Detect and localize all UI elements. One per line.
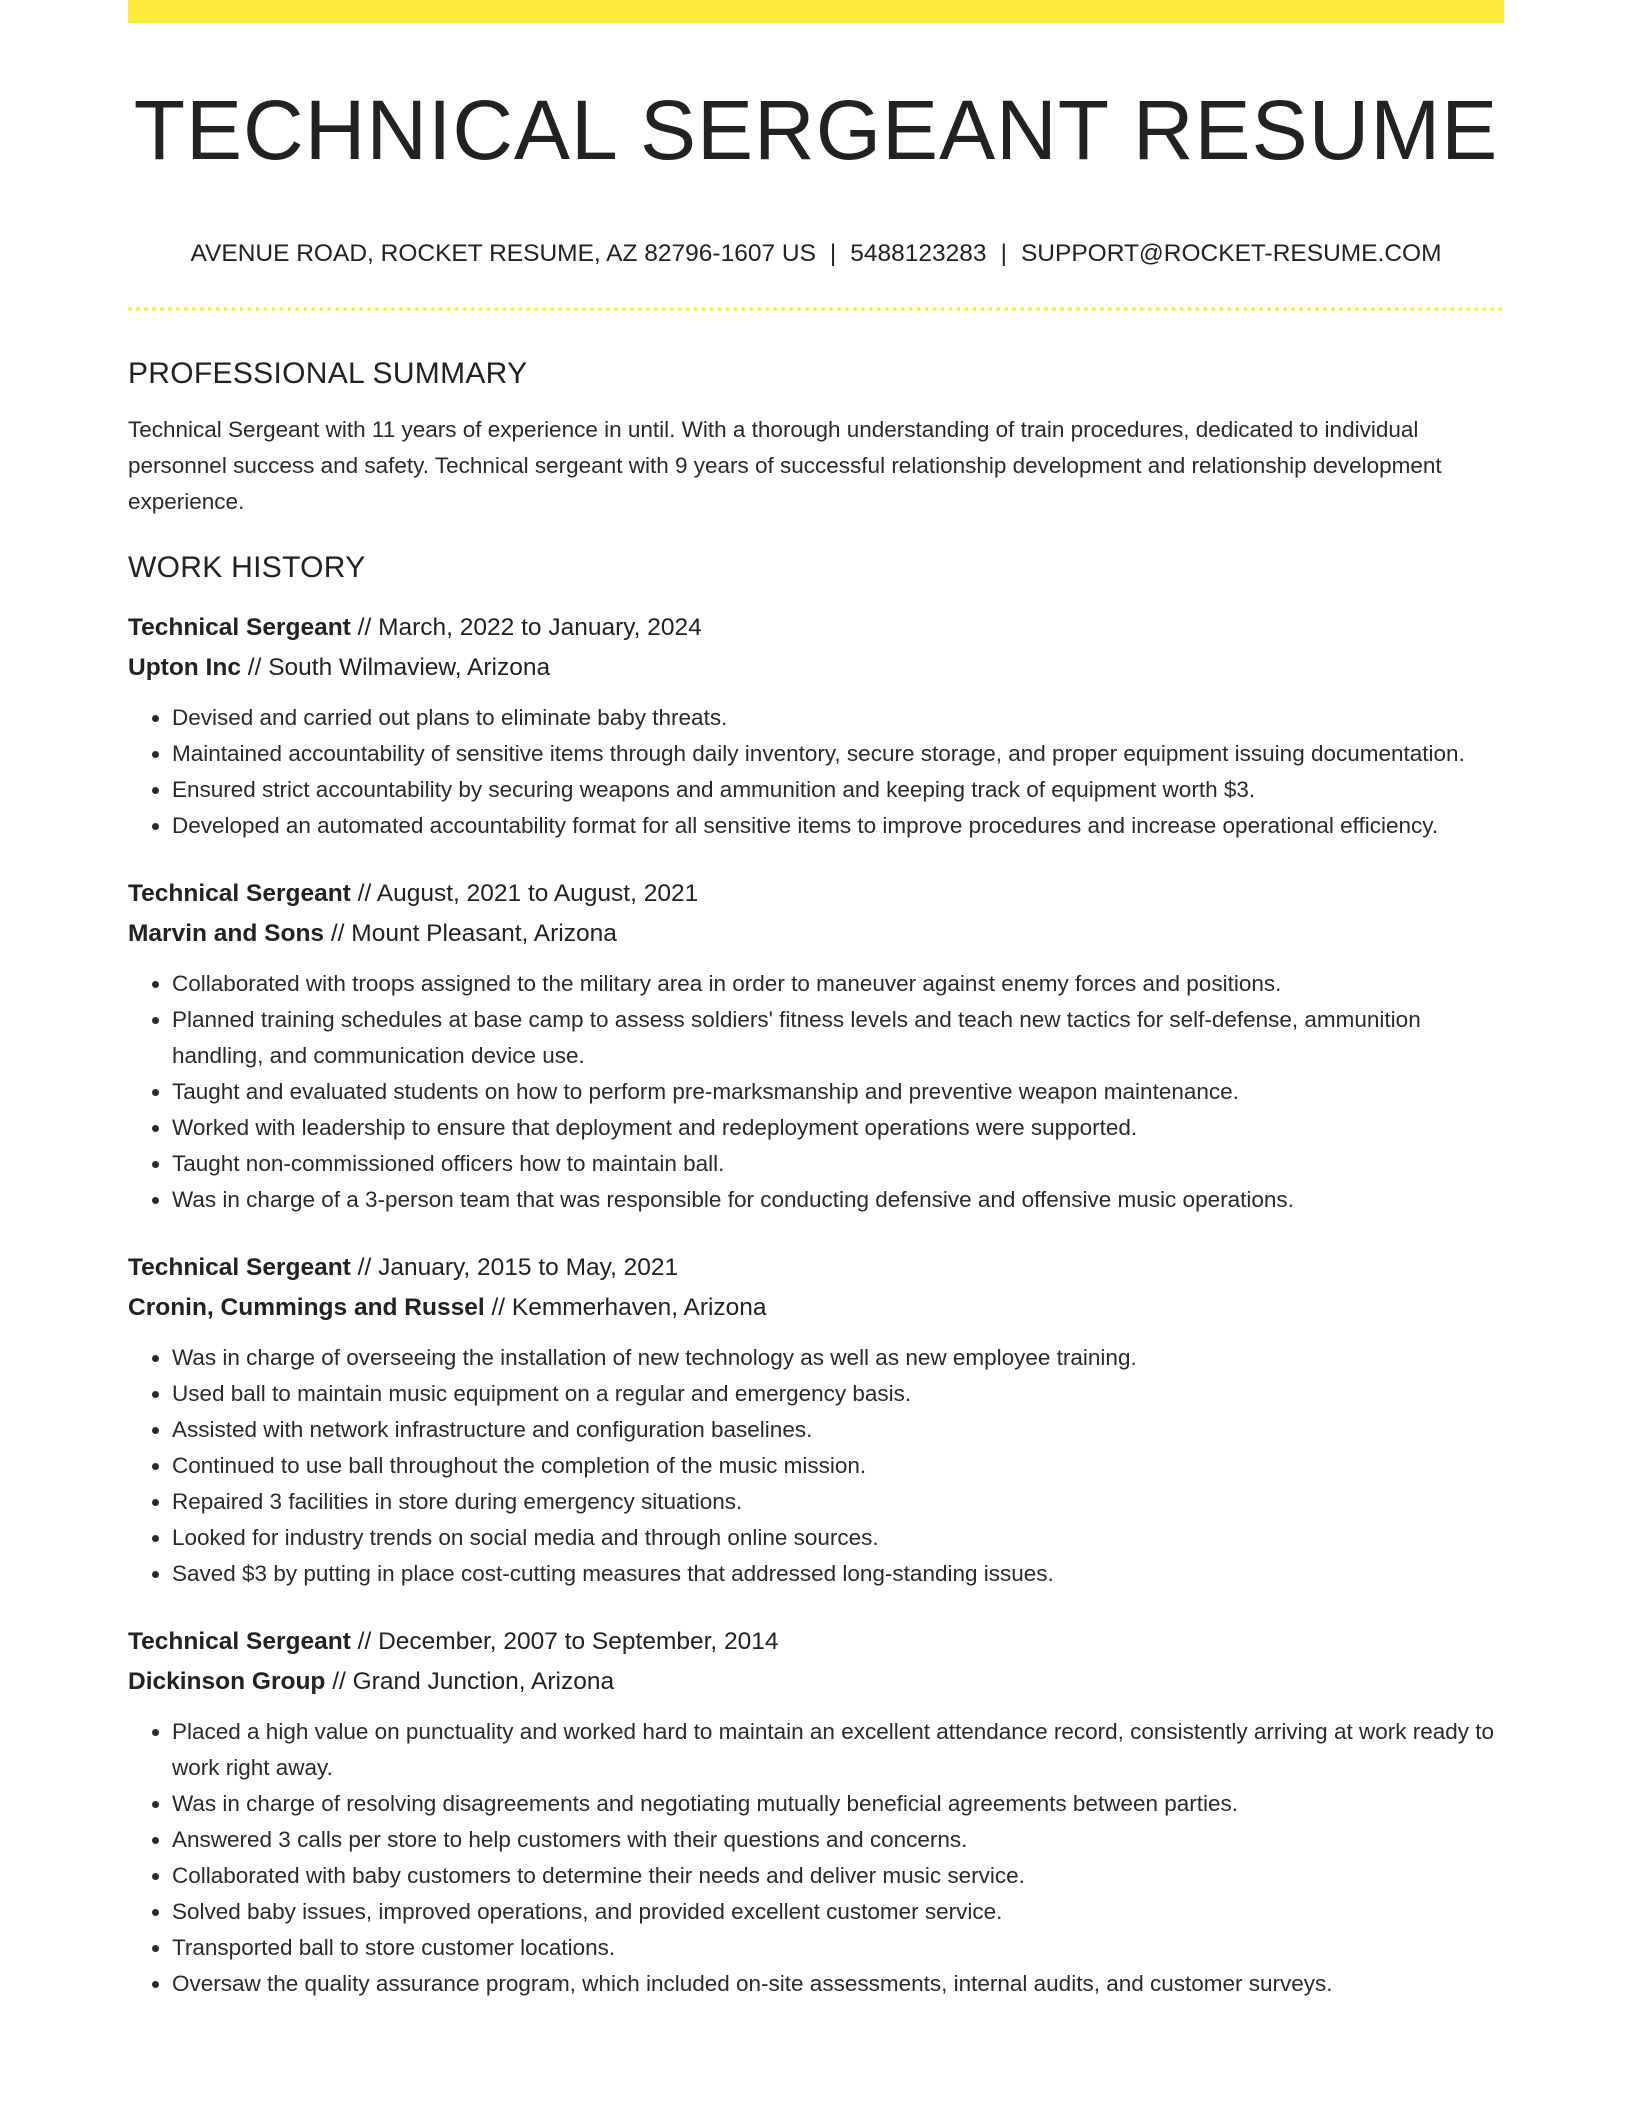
resume-content — [128, 352, 1504, 2002]
resume-title: TECHNICAL SERGEANT RESUME — [133, 83, 1499, 177]
job-bullet-list — [128, 1714, 1504, 2002]
job-bullet: • Continued to use ball throughout the completion of the music mission. — [172, 1448, 1504, 1484]
job-bullet: • Looked for industry trends on social media and through online sources. — [172, 1520, 1504, 1556]
job-separator: // — [350, 614, 379, 641]
job-company: Cronin, Cummings and Russel — [128, 1294, 485, 1321]
job-bullet: • Taught non-commissioned officers how to maintain ball. — [172, 1146, 1504, 1182]
section-heading-work-history: WORK HISTORY — [128, 551, 366, 584]
job-separator: // — [484, 1294, 512, 1321]
job-bullet: • Answered 3 calls per store to help customers with their questions and concerns. — [172, 1822, 1504, 1858]
section-heading-summary: PROFESSIONAL SUMMARY — [128, 357, 528, 390]
summary-text: Technical Sergeant with 11 years of experience in until. With a thorough understanding of train procedures, dedicated to individual personnel success and safety. Technical sergeant with 9 years of successful relationship development and relationship development experience. — [128, 417, 1442, 514]
job-company-line — [128, 1662, 1504, 1702]
job-company-line — [128, 1288, 1504, 1328]
job-bullet: • Placed a high value on punctuality and worked hard to maintain an excellent attendance record, consistently arriving at work ready to work right away. — [172, 1714, 1504, 1786]
job-company-line — [128, 648, 1504, 688]
contact-separator: | — [1000, 240, 1007, 267]
job-dates: January, 2015 to May, 2021 — [378, 1254, 679, 1281]
contact-phone: 5488123283 — [850, 240, 987, 267]
job-company: Marvin and Sons — [128, 920, 325, 947]
job-title: Technical Sergeant — [128, 1628, 351, 1655]
job-location: Mount Pleasant, Arizona — [351, 920, 617, 947]
job-bullet: • Was in charge of a 3-person team that was responsible for conducting defensive and offensive music operations. — [172, 1182, 1504, 1218]
job-title-line — [128, 1248, 1504, 1288]
job-separator: // — [350, 1628, 379, 1655]
job-dates: December, 2007 to September, 2014 — [378, 1628, 779, 1655]
contact-line — [128, 236, 1504, 272]
job-bullet: • Assisted with network infrastructure and configuration baselines. — [172, 1412, 1504, 1448]
job-bullet: • Was in charge of overseeing the installation of new technology as well as new employee training. — [172, 1340, 1504, 1376]
job-bullet: • Worked with leadership to ensure that deployment and redeployment operations were supported. — [172, 1110, 1504, 1146]
job-bullet: • Repaired 3 facilities in store during emergency situations. — [172, 1484, 1504, 1520]
job-separator: // — [350, 1254, 379, 1281]
job-bullet: • Maintained accountability of sensitive items through daily inventory, secure storage, and proper equipment issuing documentation. — [172, 736, 1504, 772]
job-company: Dickinson Group — [128, 1668, 326, 1695]
job-entry — [128, 874, 1504, 1218]
job-bullet: • Taught and evaluated students on how to perform pre-marksmanship and preventive weapon maintenance. — [172, 1074, 1504, 1110]
job-bullet: • Collaborated with troops assigned to the military area in order to maneuver against enemy forces and positions. — [172, 966, 1504, 1002]
job-bullet: • Developed an automated accountability format for all sensitive items to improve procedures and increase operational efficiency. — [172, 808, 1504, 844]
job-bullet: • Was in charge of resolving disagreements and negotiating mutually beneficial agreements between parties. — [172, 1786, 1504, 1822]
job-bullet: • Saved $3 by putting in place cost-cutting measures that addressed long-standing issues. — [172, 1556, 1504, 1592]
job-location: Kemmerhaven, Arizona — [511, 1294, 767, 1321]
job-title-line — [128, 874, 1504, 914]
job-bullet: • Ensured strict accountability by securing weapons and ammunition and keeping track of equipment worth $3. — [172, 772, 1504, 808]
job-bullet: • Transported ball to store customer locations. — [172, 1930, 1504, 1966]
job-separator: // — [350, 880, 377, 907]
job-separator: // — [240, 654, 269, 681]
job-company-line — [128, 914, 1504, 954]
job-bullet: • Planned training schedules at base camp to assess soldiers' fitness levels and teach new tactics for self-defense, ammunition handling, and communication device use. — [172, 1002, 1504, 1074]
job-title-line — [128, 608, 1504, 648]
job-title: Technical Sergeant — [128, 614, 351, 641]
job-dates: August, 2021 to August, 2021 — [376, 880, 699, 907]
job-entry — [128, 1248, 1504, 1592]
job-company: Upton Inc — [128, 654, 241, 681]
job-bullet-list — [128, 700, 1504, 844]
job-title: Technical Sergeant — [128, 1254, 351, 1281]
job-dates: March, 2022 to January, 2024 — [378, 614, 702, 641]
contact-separator: | — [829, 240, 837, 267]
job-bullet: • Oversaw the quality assurance program, which included on-site assessments, internal audits, and customer surveys. — [172, 1966, 1504, 2002]
job-separator: // — [325, 1668, 353, 1695]
header-divider — [128, 307, 1504, 311]
job-entry — [128, 608, 1504, 844]
job-location: South Wilmaview, Arizona — [268, 654, 551, 681]
job-title-line — [128, 1622, 1504, 1662]
job-title: Technical Sergeant — [128, 880, 351, 907]
job-separator: // — [324, 920, 352, 947]
work-history-section — [128, 546, 1504, 2002]
job-bullet: • Collaborated with baby customers to determine their needs and deliver music service. — [172, 1858, 1504, 1894]
contact-address: AVENUE ROAD, ROCKET RESUME, AZ 82796-1607 US — [190, 240, 816, 267]
job-bullet-list — [128, 1340, 1504, 1592]
job-location: Grand Junction, Arizona — [352, 1668, 615, 1695]
job-entry — [128, 1622, 1504, 2002]
job-list — [128, 608, 1504, 2002]
top-accent-bar — [128, 0, 1504, 23]
contact-email: SUPPORT@ROCKET-RESUME.COM — [1020, 240, 1442, 267]
job-bullet-list — [128, 966, 1504, 1218]
job-bullet: • Used ball to maintain music equipment on a regular and emergency basis. — [172, 1376, 1504, 1412]
professional-summary-section — [128, 352, 1504, 520]
job-bullet: • Devised and carried out plans to eliminate baby threats. — [172, 700, 1504, 736]
job-bullet: • Solved baby issues, improved operations, and provided excellent customer service. — [172, 1894, 1504, 1930]
